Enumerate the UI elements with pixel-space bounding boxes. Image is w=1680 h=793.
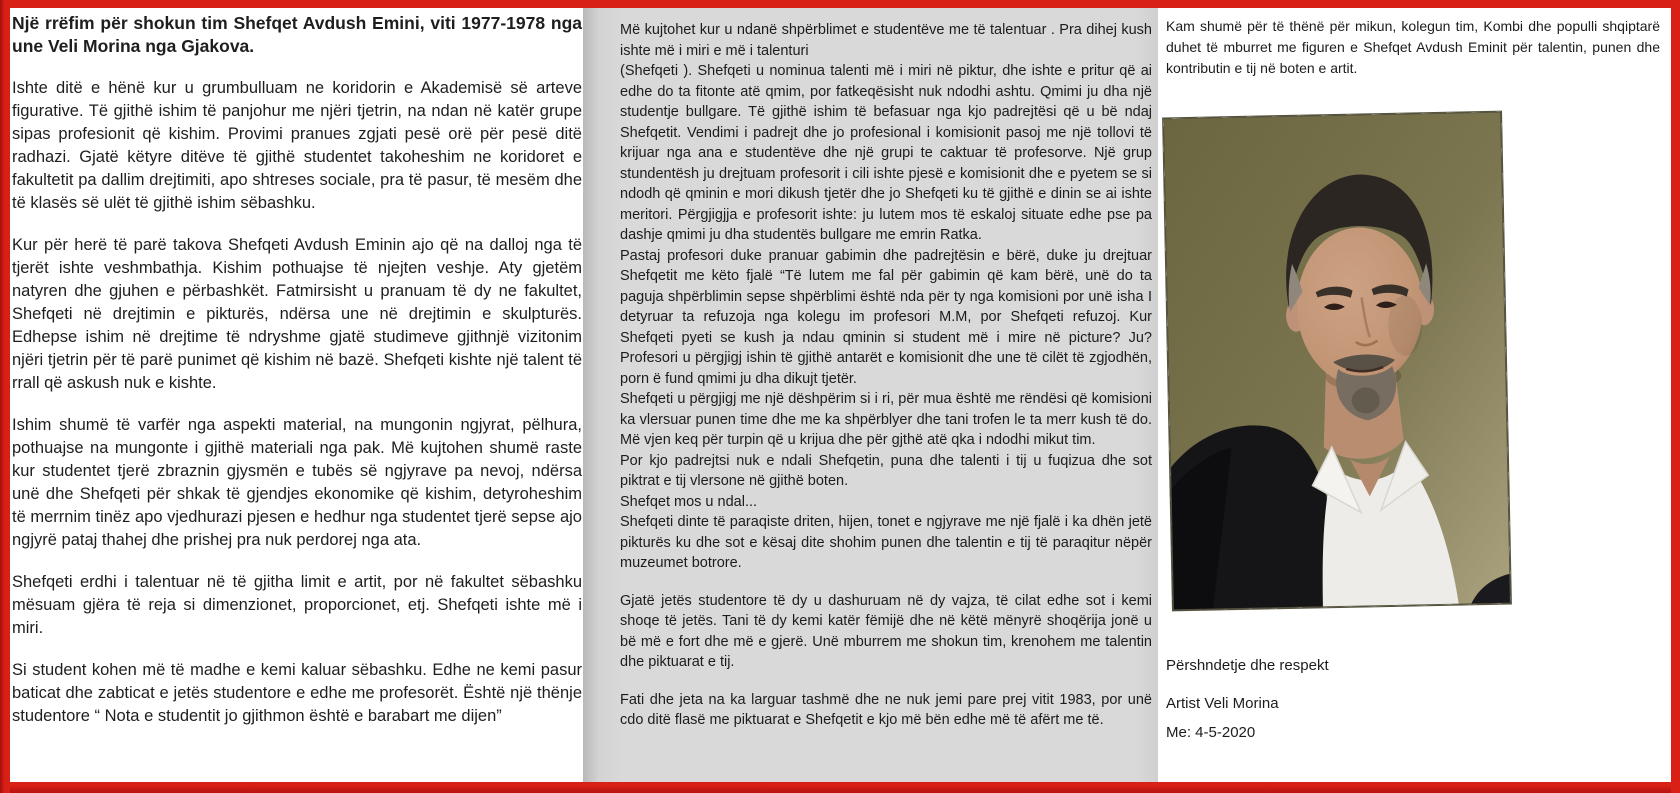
closing-line: Përshndetje dhe respekt <box>1166 657 1329 674</box>
middle-column <box>620 20 1152 731</box>
document-title: Një rrëfim për shokun tim Shefqet Avdush Emini, viti 1977-1978 nga une Veli Morina nga Gjakova. <box>12 13 582 56</box>
paragraph: Fati dhe jeta na ka larguar tashmë dhe ne nuk jemi pare prej vitit 1983, por unë cdo ditë flasë me piktuarat e Shefqetit e kjo më bën edhe më të afërt me të. <box>620 691 1152 728</box>
left-column <box>12 12 582 728</box>
paragraph: Gjatë jetës studentore të dy u dashuruam në dy vajza, të cilat edhe sot i kemi shoqe të jetës. Tani të dy kemi katër fëmijë dhe në këtë mënyrë shoqërija jonë u bë më e fort dhe më e gjerë. Unë mburrem me shokun tim, krenohem me talentin dhe piktuarat e tij. <box>620 592 1152 670</box>
paragraph: Shefqeti dinte të paraqiste driten, hijen, tonet e ngjyrave me një fjalë i ka dhën jetë pikturës ku dhe sot e kësaj dite shohim punen dhe talentin e tij të paraqitur nëpër muzeumet botrore. <box>620 514 1152 571</box>
paragraph: Ishim shumë të varfër nga aspekti material, na mungonin ngjyrat, pëlhura, pothuajse na mungonte i gjithë materiali nga pak. Më kujtohen shumë raste kur studentet tjerë zbraznin gjysmën e tubës së ngjyrave pa nevoj, ndërsa unë dhe Shefqeti për shkak të gjendjes ekonomike që kishim, detyroheshim të merrnim tinëz apo vjedhurazi pjesen e hedhur nga studentet tjerë sepse ajo ngjyrë pataj thahej dhe prishej pra nuk perdorej nga ata. <box>12 416 582 549</box>
paragraph: Ishte ditë e hënë kur u grumbulluam ne koridorin e Akademisë së arteve figurative. Të gjithë ishim të panjohur me njëri tjetrin, na ndan në katër grupe sipas profesionit që kishim. Provimi pranues zgjati pesë orë për pesë ditë radhazi. Gjatë këtyre ditëve të gjithë studentet takoheshim ne koridoret e fakultetit pa dallim drejtimiti, apo shtreses sociale, pra të pasur, të mesëm dhe të klasës së ulët të gjithë ishim sëbashku. <box>12 79 582 212</box>
paragraph: (Shefqeti ). Shefqeti u nominua talenti më i miri në piktur, dhe ishte e pritur që ai edhe do ta fitonte atë qmim, por fatkeqësisht nuk ndodhi ashtu. Qmimi ju dha një studentje bullgare. Të gjithë ishim të befasuar nga kjo padrejtësi që u bë ndaj Shefqetit. Vendimi i padrejt dhe jo profesional i komisionit pasoj me një tollovi të krijuar nga ana e studentëve dhe një grupi te caktuar të profesorve. Një grup stundentësh ju drejtuam profesorit i cili ishte pjesë e komisionit dhe e pyetem se si ndodh që qminin e mori dikush tjetër dhe jo Shefqeti ku të gjithë e dinin se ai ishte meritori. Përgjigjja e profesorit ishte: ju lutem mos të eskaloj situate edhe pse pa dashje qmimi ju dha studentës bullgare me emrin Ratka. <box>620 63 1152 243</box>
closing-line-author: Artist Veli Morina <box>1166 695 1279 712</box>
middle-column-background <box>583 8 1158 782</box>
paragraph: Shefqeti u përgjigj me një dëshpërim si i ri, për mua është me rëndësi që komisioni ka vlersuar punen time dhe me ka shpërblyer dhe tani trofen le ta merr kush të do. Më vjen keq për turpin që u krijua dhe për gjthë atë qka i ndodhi mikut tim. <box>620 391 1152 448</box>
red-border-bottom <box>0 782 1680 793</box>
red-border-top <box>0 0 1680 8</box>
paragraph: Por kjo padrejtsi nuk e ndali Shefqetin, puna dhe talenti i tij u fuqizua dhe sot piktrat e tij vlersone në gjithë boten. <box>620 452 1152 489</box>
paragraph: Kur për herë të parë takova Shefqeti Avdush Eminin ajo që na dalloj nga të tjerët ishte veshmbathja. Kishim pothuajse të njejten veshje. Aty gjetëm natyren dhe gjuhen e përbashkët. Fatmirsisht u pranuam të dy ne fakultet, Shefqeti në drejtimin e pikturës, ndërsa une në drejtimin e skulpturës. Edhepse ishim në drejtime të ndryshme gjatë studimeve gjithnjë vizitonim njëri tjetrin për të parë punimet që kishim në bazë. Shefqeti kishte një talent të rrall që askush nuk e kishte. <box>12 236 582 392</box>
paragraph: Pastaj profesori duke pranuar gabimin dhe padrejtësin e bërë, duke ju drejtuar Shefqetit me këto fjalë “Të lutem me fal për gabimin që kam bërë, unë do ta paguja shpërblimin sepse shpërblimi është nda për ty nga komisioni por unë isha I detyruar ta refuzoja nga kolegu im profesori M.M, por Shefqeti refuzoj. Kur Shefqeti pyeti se kush ja ndau qminin si student më i mire në picture? Ju? Profesori u përgjigj ishin të gjithë antarët e komisionit dhe une të cilët të zgjodhën, porn ë fund qmimi ju dha dikujt tjetër. <box>620 247 1152 387</box>
paragraph: Shefqeti erdhi i talentuar në të gjitha limit e artit, por në fakultet sëbashku mësuam gjëra të reja si dimenzionet, proporcionet, etj. Shefqeti ishte më i miri. <box>12 573 582 637</box>
paragraph: Shefqet mos u ndal... <box>620 493 758 510</box>
paragraph: Më kujtohet kur u ndanë shpërblimet e studentëve me të talentuar . Pra dihej kush ishte më i miri e më i talenturi <box>620 22 1152 59</box>
right-column <box>1158 8 1671 783</box>
paragraph: Kam shumë për të thënë për mikun, kolegun tim, Kombi dhe populli shqiptarë duhet të mburret me figuren e Shefqet Avdush Eminit për talentin, punen dhe kontributin e tij në boten e artit. <box>1166 18 1660 76</box>
red-border-right <box>1671 0 1680 793</box>
closing-line-date: Me: 4-5-2020 <box>1166 724 1256 741</box>
red-border-left <box>0 0 10 793</box>
portrait-photo <box>1163 112 1511 611</box>
portrait-photo-illustration <box>1163 112 1511 611</box>
paragraph: Si student kohen më të madhe e kemi kaluar sëbashku. Edhe ne kemi pasur baticat dhe zabticat e jetës studentore e edhe me profesorët. Është një thënje studentore “ Nota e studentit jo gjithmon është e barabart me dijen” <box>12 661 582 725</box>
